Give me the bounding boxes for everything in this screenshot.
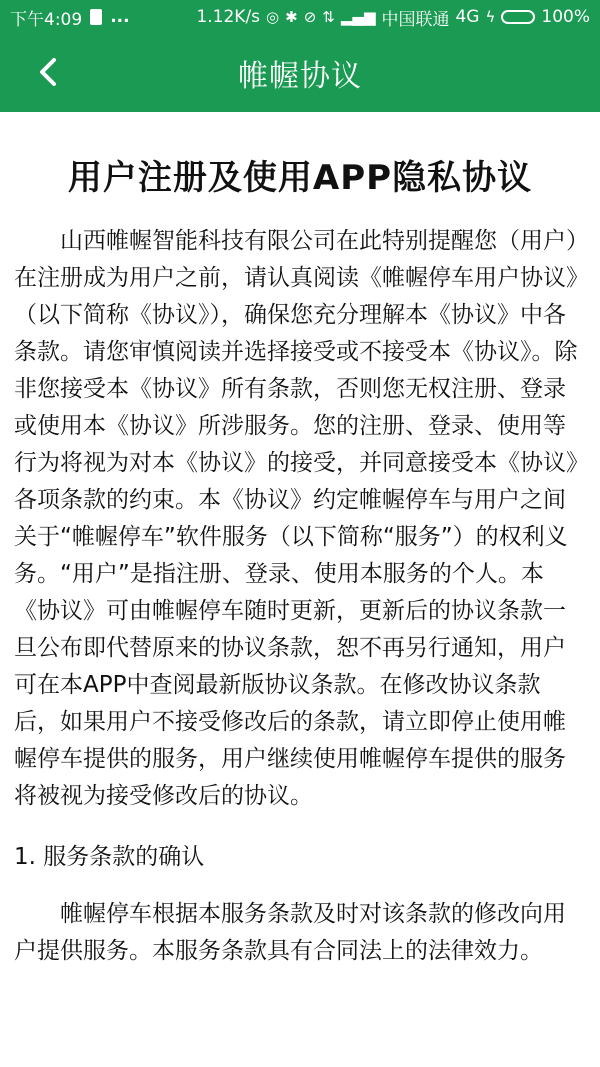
sim-card-icon [90,9,102,25]
page-title: 帷幄协议 [238,59,362,94]
status-time: 下午4:09 [10,9,83,30]
agreement-paragraph: 山西帷幄智能科技有限公司在此特别提醒您（用户）在注册成为用户之前，请认真阅读《帷幄停车用户协议》（以下简称《协议》），确保您充分理解本《协议》中各条款。请您审慎阅读并选择接受或不接受本《协议》。除非您接受本《协议》所有条款，否则您无权注册、登录或使用本《协议》所涉服务。您的注册、登录、使用等行为将视为对本《协议》的接受，并同意接受本《协议》各项条款的约束。本《协议》约定帷幄停车与用户之间关于“帷幄停车”软件服务（以下简称“服务”）的权利义务。“用户”是指注册、登录、使用本服务的个人。本《协议》可由帷幄停车随时更新，更新后的协议条款一旦公布即代替原来的协议条款，恕不再另行通知，用户可在本APP中查阅最新版协议条款。在修改协议条款后，如果用户不接受修改后的条款，请立即停止使用帷幄停车提供的服务，用户继续使用帷幄停车提供的服务将被视为接受修改后的协议。 [14,228,578,809]
data-arrows-icon: ⇅ [322,7,335,26]
status-bar-left [10,5,130,30]
agreement-content [0,150,600,970]
charging-icon: ϟ [485,7,496,26]
agreement-paragraph: 帷幄停车根据本服务条款及时对该条款的修改向用户提供服务。本服务条款具有合同法上的法律效力。 [14,901,566,964]
chevron-left-icon [32,54,68,90]
network-type: 4G [455,7,480,27]
status-bar-right [196,5,590,30]
bluetooth-icon: ✱ [285,7,298,26]
network-speed: 1.12K/s [196,7,261,27]
hotspot-icon: ◎ [266,7,280,26]
carrier-name: 中国联通 [381,9,450,30]
app-bar [0,34,600,112]
battery-percent: 100% [541,7,590,27]
signal-icon: ▂▄▆ [340,7,376,26]
battery-icon [501,10,535,24]
status-bar [0,0,600,34]
mute-icon: ⊘ [303,7,317,26]
status-more: ... [110,7,130,27]
section-heading: 1. 服务条款的确认 [14,844,205,870]
back-button[interactable] [32,54,68,90]
document-title: 用户注册及使用APP隐私协议 [67,158,533,198]
